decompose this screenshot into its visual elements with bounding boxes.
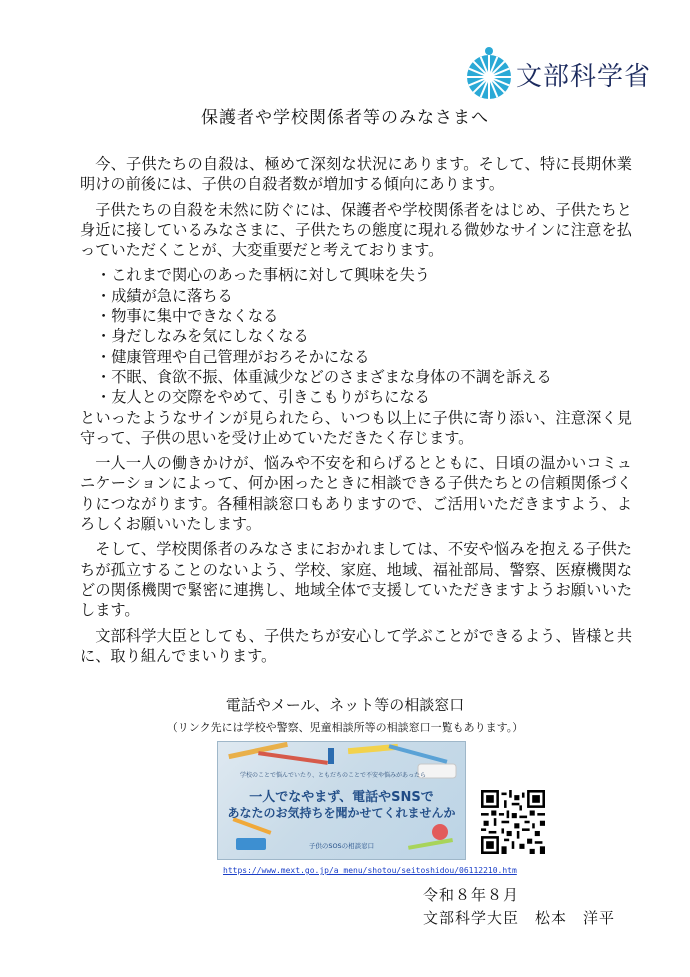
page-title: 保護者や学校関係者等のみなさまへ [201, 108, 489, 128]
list-item: ・健康管理や自己管理がおろそかになる [96, 347, 370, 366]
mext-emblem-icon [462, 44, 516, 104]
list-item: ・成績が急に落ちる [96, 286, 233, 305]
paragraph: といったようなサインが見られたら、いつも以上に子供に寄り添い、注意深く見守って、子供の思いを受け止めていただきたく存じます。 [80, 408, 632, 447]
consult-heading: 電話やメール、ネット等の相談窓口 [225, 696, 465, 714]
letter-signer: 文部科学大臣 松本 洋平 [423, 909, 616, 927]
letter-date: 令和８年８月 [423, 886, 520, 904]
list-item: ・友人との交際をやめて、引きこもりがちになる [96, 388, 430, 407]
qr-code-icon [481, 790, 545, 854]
consult-banner-link[interactable] [217, 741, 466, 860]
consult-url-link[interactable]: https://www.mext.go.jp/a_menu/shotou/seitoshidou/06112210.htm [223, 866, 517, 875]
paragraph: そして、学校関係者のみなさまにおかれましては、不安や悩みを抱える子供たちが孤立することのないよう、学校、家庭、地域、福祉部局、警察、医療機関などの関係機関で緊密に連携し、地域全体で支援していただきますようお願いいたします。 [80, 540, 632, 620]
paragraph: 子供たちの自殺を未然に防ぐには、保護者や学校関係者をはじめ、子供たちと身近に接しているみなさまに、子供たちの態度に現れる微妙なサインに注意を払っていただくことが、大変重要だと考えております。 [80, 200, 632, 260]
list-item: ・身だしなみを気にしなくなる [96, 327, 309, 346]
banner-headline: 一人でなやまず、電話やSNSで [249, 790, 434, 805]
list-item: ・物事に集中できなくなる [96, 307, 279, 326]
banner-footer: 子供のSOSの相談窓口 [308, 842, 375, 850]
mext-logo-text: 文部科学省 [516, 62, 652, 92]
list-item: ・不眠、食欲不振、体重減少などのさまざまな身体の不調を訴える [96, 367, 552, 386]
mext-logo [462, 44, 662, 104]
banner-subheadline: あなたのお気持ちを聞かせてくれませんか [227, 806, 456, 820]
banner-small-text: 学校のことで悩んでいたり、ともだちのことで不安や悩みがあったら [240, 772, 426, 779]
paragraph: 一人一人の働きかけが、悩みや不安を和らげるとともに、日頃の温かいコミュニケーションによって、何か困ったときに相談できる子供たちとの信頼関係づくりにつながります。各種相談窓口もありますので、ご活用いただきますよう、よろしくお願いいたします。 [80, 454, 632, 534]
letter-body [80, 154, 632, 671]
paragraph: 今、子供たちの自殺は、極めて深刻な状況にあります。そして、特に長期休業明けの前後には、子供の自殺者数が増加する傾向にあります。 [80, 155, 632, 194]
paragraph: 文部科学大臣としても、子供たちが安心して学ぶことができるよう、皆様と共に、取り組んでまいります。 [80, 626, 632, 665]
list-item: ・これまで関心のあった事柄に対して興味を失う [96, 266, 430, 285]
warning-signs-list [80, 265, 632, 407]
consult-note: （リンク先には学校や警察、児童相談所等の相談窓口一覧もあります。） [166, 721, 524, 734]
